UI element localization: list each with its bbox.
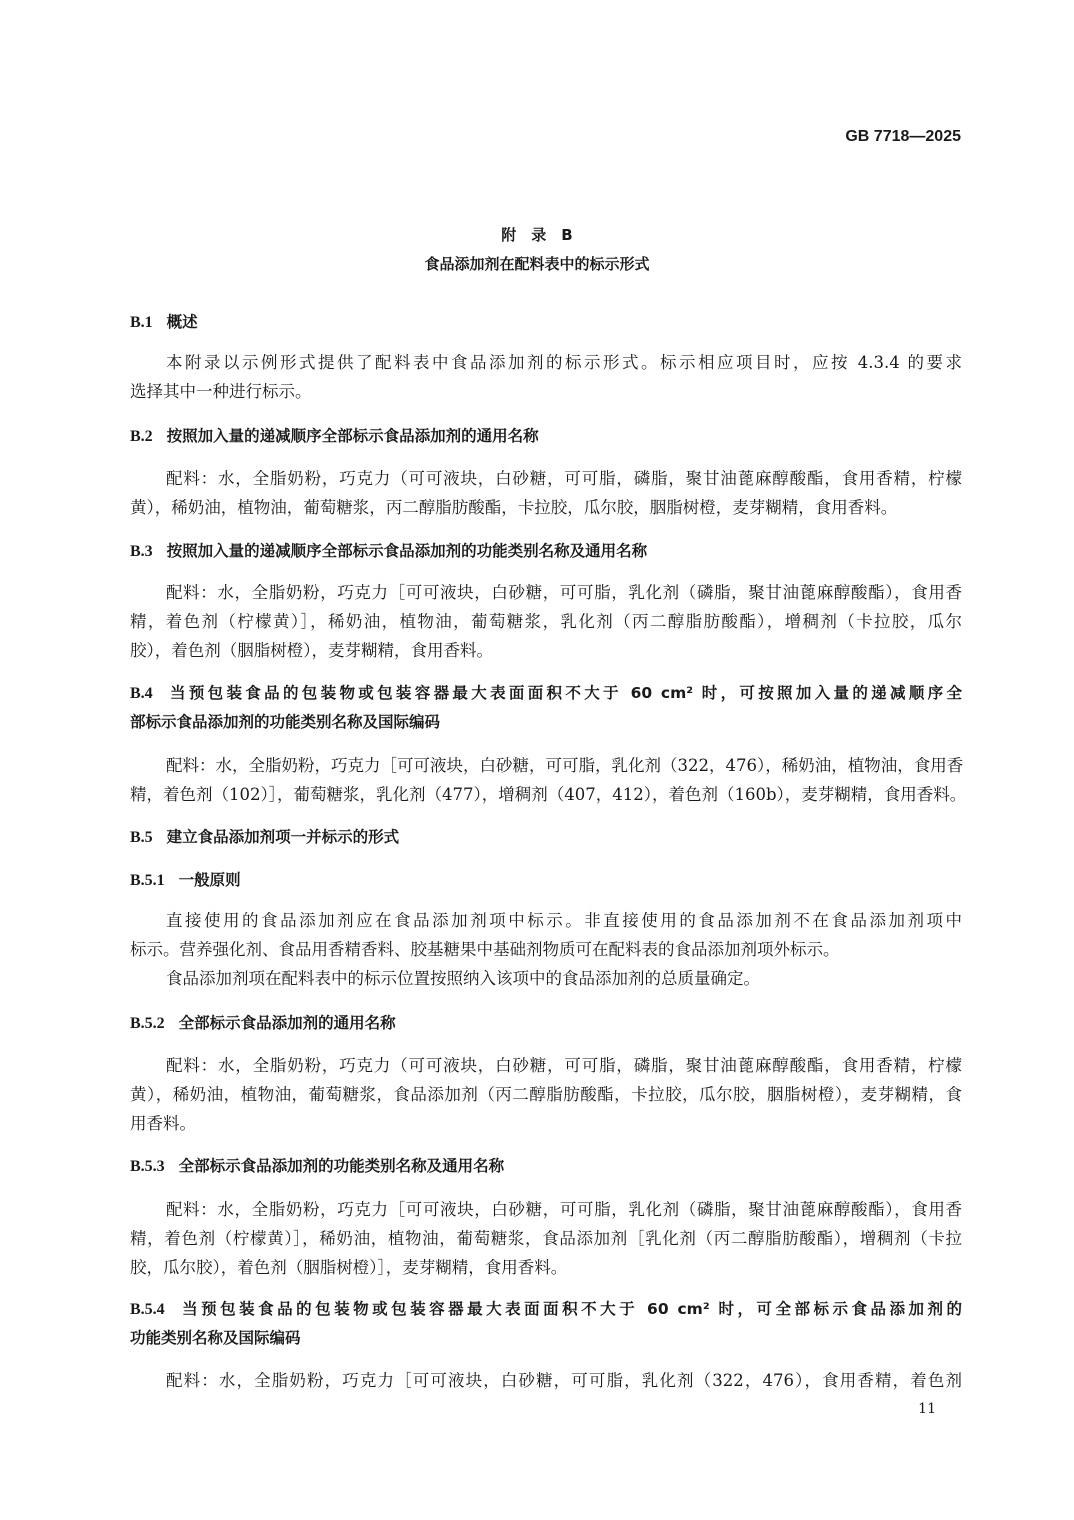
section-title: 当预包装食品的包装物或包装容器最大表面面积不大于 60 cm² 时，可全部标示食品添加剂的 [178,1300,962,1318]
appendix-label: 附 录 B [501,226,573,244]
text-line: 食品添加剂项在配料表中的标示位置按照纳入该项中的食品添加剂的总质量确定。 [166,969,760,988]
paragraph [130,348,962,406]
appendix-title: 食品添加剂在配料表中的标示形式 [424,255,650,273]
text-line: 配料：水，全脂奶粉，巧克力（可可液块，白砂糖，可可脂，磷脂，聚甘油蓖麻醇酸酯，食用香精，柠檬 [166,469,962,488]
text-line: 配料：水，全脂奶粉，巧克力（可可液块，白砂糖，可可脂，磷脂，聚甘油蓖麻醇酸酯，食用香精，柠檬 [166,1056,962,1075]
section-heading [130,823,962,852]
text-line: 配料：水，全脂奶粉，巧克力［可可液块，白砂糖，可可脂，乳化剂（322，476），食用香精，着色剂 [166,1371,962,1390]
paragraph [130,578,962,665]
section-number: B.5.2 [130,1015,165,1032]
paragraph [130,1366,962,1395]
section-heading [130,866,962,895]
section-heading [130,1295,962,1352]
paragraph [130,464,962,522]
text-line: 配料：水，全脂奶粉，巧克力［可可液块，白砂糖，可可脂，乳化剂（磷脂，聚甘油蓖麻醇酸酯），食用香 [166,583,962,602]
paragraph [130,906,962,964]
section-number: B.1 [130,314,153,331]
text-line: 标示。营养强化剂、食品用香精香料、胶基糖果中基础剂物质可在配料表的食品添加剂项外标示。 [130,940,840,959]
section-number: B.5.4 [130,1301,165,1318]
page-number: 11 [918,1401,936,1417]
section-title: 全部标示食品添加剂的功能类别名称及通用名称 [178,1157,505,1175]
text-line: 用香料。 [130,1114,196,1133]
text-line: 直接使用的食品添加剂应在食品添加剂项中标示。非直接使用的食品添加剂不在食品添加剂项中 [166,911,962,930]
section-number: B.5 [130,829,153,846]
text-line: 胶，瓜尔胶），着色剂（胭脂树橙）］，麦芽糊精，食用香料。 [130,1258,568,1277]
text-line: 黄），稀奶油，植物油，葡萄糖浆，丙二醇脂肪酸酯，卡拉胶，瓜尔胶，胭脂树橙，麦芽糊精，食用香料。 [130,498,898,517]
section-number: B.4 [130,685,153,702]
section-title: 概述 [166,313,198,331]
text-line: 选择其中一种进行标示。 [130,382,312,401]
text-line: 本附录以示例形式提供了配料表中食品添加剂的标示形式。标示相应项目时，应按 4.3.4 的要求 [166,353,962,372]
paragraph [130,1051,962,1138]
text-line: 胶），着色剂（胭脂树橙），麦芽糊精，食用香料。 [130,641,493,660]
section-heading [130,679,962,736]
section-title: 按照加入量的递减顺序全部标示食品添加剂的功能类别名称及通用名称 [166,542,648,560]
section-heading [130,537,962,566]
section-title: 部标示食品添加剂的功能类别名称及国际编码 [130,713,441,731]
section-title: 建立食品添加剂项一并标示的形式 [166,828,400,846]
text-line: 精，着色剂（柠檬黄）］，稀奶油，植物油，葡萄糖浆，食品添加剂［乳化剂（丙二醇脂肪酸酯），增稠剂（卡拉 [130,1229,962,1248]
section-title: 功能类别名称及国际编码 [130,1329,301,1347]
section-heading [130,308,962,337]
paragraph [130,964,962,993]
standard-number: GB 7718—2025 [845,128,961,145]
section-heading [130,1152,962,1181]
section-title: 全部标示食品添加剂的通用名称 [178,1014,396,1032]
section-number: B.2 [130,428,153,445]
section-title: 按照加入量的递减顺序全部标示食品添加剂的通用名称 [166,427,539,445]
text-line: 黄），稀奶油，植物油，葡萄糖浆，食品添加剂（丙二醇脂肪酸酯，卡拉胶，瓜尔胶，胭脂树橙），麦芽糊精，食 [130,1085,962,1104]
section-title: 当预包装食品的包装物或包装容器最大表面面积不大于 60 cm² 时，可按照加入量的递减顺序全 [166,684,962,702]
section-heading [130,1009,962,1038]
paragraph [130,1195,962,1282]
section-number: B.5.1 [130,872,165,889]
section-title: 一般原则 [178,871,241,889]
text-line: 配料：水，全脂奶粉，巧克力［可可液块，白砂糖，可可脂，乳化剂（322，476），稀奶油，植物油，食用香 [166,756,964,775]
section-number: B.3 [130,543,153,560]
text-line: 配料：水，全脂奶粉，巧克力［可可液块，白砂糖，可可脂，乳化剂（磷脂，聚甘油蓖麻醇酸酯），食用香 [166,1200,962,1219]
section-number: B.5.3 [130,1158,165,1175]
text-line: 精，着色剂（102）］，葡萄糖浆，乳化剂（477），增稠剂（407，412），着色剂（160b），麦芽糊精，食用香料。 [130,785,967,804]
section-heading [130,422,962,451]
text-line: 精，着色剂（柠檬黄）］，稀奶油，植物油，葡萄糖浆，乳化剂（丙二醇脂肪酸酯），增稠剂（卡拉胶，瓜尔 [130,612,962,631]
paragraph [130,751,967,809]
